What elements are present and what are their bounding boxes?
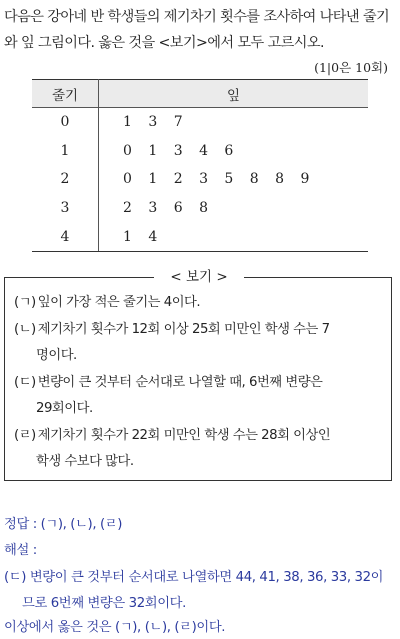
explanation-line-cont: 므로 6번째 변량은 32회이다. bbox=[22, 596, 186, 611]
plot-row bbox=[32, 165, 368, 194]
explanation-text bbox=[4, 567, 398, 615]
question-line-2: 와 잎 그림이다. 옳은 것을 <보기>에서 모두 고르시오. bbox=[4, 35, 324, 51]
item-label: (ㄴ) bbox=[14, 322, 36, 337]
stem-leaf-plot bbox=[32, 79, 368, 252]
stem-header: 줄기 bbox=[32, 80, 99, 108]
bogi-title: < 보기 > bbox=[154, 270, 244, 284]
leaf-cell: 0 1 3 4 6 bbox=[123, 142, 235, 159]
item-text-cont: 29회이다. bbox=[36, 401, 93, 416]
leaf-header: 잎 bbox=[99, 80, 369, 108]
question-text bbox=[4, 4, 398, 56]
bogi-item bbox=[14, 290, 384, 316]
item-text: 변량이 큰 것부터 순서대로 나열할 때, 6번째 변량은 bbox=[37, 375, 323, 390]
stem-cell: 3 bbox=[32, 194, 99, 223]
bogi-item bbox=[14, 370, 384, 422]
item-label: (ㄷ) bbox=[14, 375, 36, 390]
answer-line: 정답 : (ㄱ), (ㄴ), (ㄹ) bbox=[4, 517, 122, 532]
plot-row bbox=[32, 137, 368, 166]
bogi-item bbox=[14, 317, 384, 369]
stem-cell: 4 bbox=[32, 222, 99, 251]
leaf-cell: 2 3 6 8 bbox=[123, 200, 209, 217]
plot-key: (1|0은 10회) bbox=[314, 60, 388, 75]
item-label: (ㄹ) bbox=[14, 428, 36, 443]
plot-header-row bbox=[32, 80, 368, 108]
conclusion-line: 이상에서 옳은 것은 (ㄱ), (ㄴ), (ㄹ)이다. bbox=[4, 620, 226, 635]
bogi-box bbox=[4, 270, 394, 481]
item-text: 제기차기 횟수가 12회 이상 25회 미만인 학생 수는 7 bbox=[37, 322, 330, 337]
bogi-item bbox=[14, 423, 384, 475]
question-line-1: 다음은 강아네 반 학생들의 제기차기 횟수를 조사하여 나타낸 줄기 bbox=[4, 9, 390, 25]
explanation-label: 해설 : bbox=[4, 543, 37, 558]
leaf-cell: 0 1 2 3 5 8 8 9 bbox=[123, 171, 311, 188]
stem-cell: 1 bbox=[32, 137, 99, 166]
stem-cell: 0 bbox=[32, 108, 99, 137]
explanation-line: (ㄷ) 변량이 큰 것부터 순서대로 나열하면 44, 41, 38, 36, 33, 32이 bbox=[4, 570, 384, 585]
plot-row bbox=[32, 222, 368, 251]
plot-row bbox=[32, 108, 368, 137]
stem-cell: 2 bbox=[32, 165, 99, 194]
item-text: 제기차기 횟수가 22회 미만인 학생 수는 28회 이상인 bbox=[37, 428, 331, 443]
item-text-cont: 명이다. bbox=[36, 348, 77, 363]
leaf-cell: 1 3 7 bbox=[123, 114, 184, 131]
leaf-cell: 1 4 bbox=[99, 222, 369, 251]
item-text: 잎이 가장 적은 줄기는 4이다. bbox=[37, 295, 201, 310]
item-label: (ㄱ) bbox=[14, 295, 36, 310]
plot-row bbox=[32, 194, 368, 223]
item-text-cont: 학생 수보다 많다. bbox=[36, 454, 134, 469]
